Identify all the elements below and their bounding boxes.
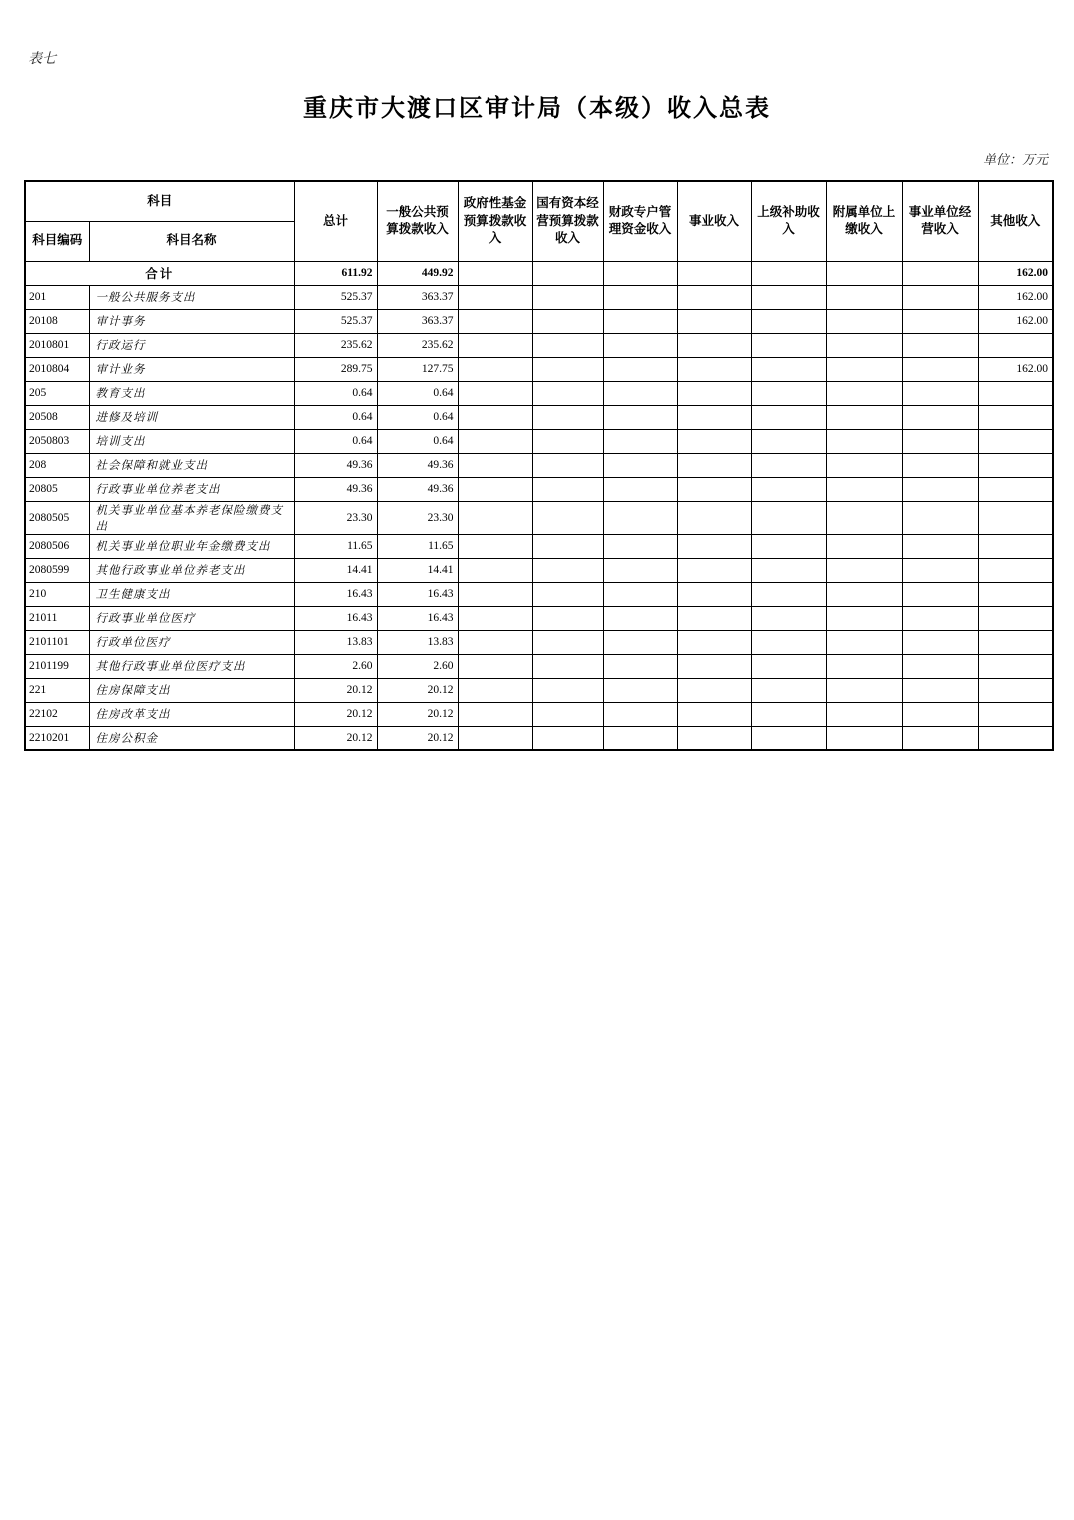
value-cell	[902, 381, 978, 405]
value-cell: 127.75	[377, 357, 458, 381]
value-cell	[751, 285, 826, 309]
value-cell	[677, 285, 751, 309]
value-cell	[458, 285, 532, 309]
column-header-0: 总计	[294, 181, 377, 261]
value-cell: 363.37	[377, 285, 458, 309]
subject-code-cell: 2210201	[25, 726, 89, 750]
value-cell	[458, 630, 532, 654]
value-cell	[978, 726, 1053, 750]
subject-name-cell: 住房公积金	[89, 726, 294, 750]
value-cell	[826, 477, 902, 501]
subject-name-cell: 审计业务	[89, 357, 294, 381]
subject-code-cell: 2050803	[25, 429, 89, 453]
value-cell: 13.83	[294, 630, 377, 654]
total-row	[25, 261, 1053, 285]
value-cell	[458, 453, 532, 477]
value-cell	[978, 453, 1053, 477]
value-cell	[532, 261, 603, 285]
subject-code-cell: 205	[25, 381, 89, 405]
value-cell: 0.64	[294, 381, 377, 405]
value-cell: 363.37	[377, 309, 458, 333]
header-subject-code: 科目编码	[25, 221, 89, 261]
value-cell	[902, 285, 978, 309]
value-cell: 20.12	[377, 678, 458, 702]
table-row	[25, 477, 1053, 501]
value-cell	[826, 333, 902, 357]
value-cell	[603, 309, 677, 333]
subject-code-cell: 2080599	[25, 558, 89, 582]
value-cell	[603, 405, 677, 429]
value-cell	[826, 405, 902, 429]
value-cell: 11.65	[294, 534, 377, 558]
value-cell: 0.64	[294, 405, 377, 429]
value-cell	[458, 333, 532, 357]
table-row	[25, 630, 1053, 654]
value-cell: 20.12	[377, 702, 458, 726]
subject-name-cell: 住房改革支出	[89, 702, 294, 726]
value-cell	[826, 558, 902, 582]
value-cell: 16.43	[377, 582, 458, 606]
value-cell	[902, 477, 978, 501]
value-cell	[751, 582, 826, 606]
value-cell: 449.92	[377, 261, 458, 285]
value-cell	[677, 702, 751, 726]
value-cell	[532, 582, 603, 606]
subject-name-cell: 行政运行	[89, 333, 294, 357]
subject-name-cell: 进修及培训	[89, 405, 294, 429]
value-cell	[751, 534, 826, 558]
value-cell	[826, 534, 902, 558]
value-cell	[978, 582, 1053, 606]
value-cell	[751, 381, 826, 405]
table-row	[25, 453, 1053, 477]
value-cell	[458, 534, 532, 558]
value-cell	[826, 654, 902, 678]
value-cell	[532, 501, 603, 534]
value-cell	[677, 726, 751, 750]
value-cell	[902, 501, 978, 534]
subject-code-cell: 221	[25, 678, 89, 702]
value-cell	[603, 429, 677, 453]
subject-name-cell: 社会保障和就业支出	[89, 453, 294, 477]
value-cell: 525.37	[294, 285, 377, 309]
value-cell	[603, 534, 677, 558]
value-cell	[532, 654, 603, 678]
value-cell	[532, 453, 603, 477]
header-subject-name: 科目名称	[89, 221, 294, 261]
subject-name-cell: 住房保障支出	[89, 678, 294, 702]
value-cell	[603, 558, 677, 582]
subject-name-cell: 培训支出	[89, 429, 294, 453]
value-cell: 49.36	[377, 453, 458, 477]
value-cell: 525.37	[294, 309, 377, 333]
value-cell	[826, 582, 902, 606]
value-cell	[902, 654, 978, 678]
subject-code-cell: 210	[25, 582, 89, 606]
value-cell: 49.36	[294, 477, 377, 501]
value-cell	[902, 582, 978, 606]
value-cell	[751, 261, 826, 285]
table-row	[25, 678, 1053, 702]
subject-name-cell: 行政单位医疗	[89, 630, 294, 654]
column-header-7: 附属单位上缴收入	[826, 181, 902, 261]
value-cell	[603, 678, 677, 702]
value-cell	[677, 501, 751, 534]
value-cell	[458, 261, 532, 285]
value-cell	[677, 309, 751, 333]
value-cell	[532, 285, 603, 309]
subject-code-cell: 20805	[25, 477, 89, 501]
value-cell	[677, 534, 751, 558]
value-cell	[978, 333, 1053, 357]
value-cell	[751, 429, 826, 453]
value-cell	[458, 477, 532, 501]
value-cell	[532, 678, 603, 702]
value-cell	[826, 381, 902, 405]
value-cell	[826, 630, 902, 654]
subject-code-cell: 2010801	[25, 333, 89, 357]
value-cell	[532, 357, 603, 381]
value-cell: 16.43	[377, 606, 458, 630]
value-cell: 2.60	[294, 654, 377, 678]
value-cell	[978, 654, 1053, 678]
column-header-3: 国有资本经营预算拨款收入	[532, 181, 603, 261]
value-cell	[677, 357, 751, 381]
value-cell	[826, 702, 902, 726]
value-cell	[603, 501, 677, 534]
value-cell: 162.00	[978, 309, 1053, 333]
income-summary-table	[24, 180, 1054, 751]
value-cell: 162.00	[978, 357, 1053, 381]
table-number-label: 表七	[28, 52, 56, 67]
value-cell	[458, 654, 532, 678]
value-cell	[978, 381, 1053, 405]
subject-code-cell: 208	[25, 453, 89, 477]
value-cell: 611.92	[294, 261, 377, 285]
value-cell	[902, 702, 978, 726]
column-header-8: 事业单位经营收入	[902, 181, 978, 261]
value-cell	[826, 261, 902, 285]
value-cell	[603, 285, 677, 309]
value-cell	[826, 429, 902, 453]
value-cell	[826, 357, 902, 381]
value-cell: 235.62	[377, 333, 458, 357]
value-cell	[902, 606, 978, 630]
value-cell	[902, 726, 978, 750]
value-cell	[458, 381, 532, 405]
subject-code-cell: 20508	[25, 405, 89, 429]
value-cell: 0.64	[377, 429, 458, 453]
subject-code-cell: 2101101	[25, 630, 89, 654]
column-header-1: 一般公共预算拨款收入	[377, 181, 458, 261]
subject-code-cell: 21011	[25, 606, 89, 630]
subject-name-cell: 其他行政事业单位养老支出	[89, 558, 294, 582]
value-cell	[458, 582, 532, 606]
value-cell: 0.64	[377, 381, 458, 405]
value-cell	[603, 357, 677, 381]
value-cell	[603, 333, 677, 357]
page-title: 重庆市大渡口区审计局（本级）收入总表	[303, 96, 771, 122]
subject-name-cell: 行政事业单位医疗	[89, 606, 294, 630]
value-cell: 289.75	[294, 357, 377, 381]
value-cell: 49.36	[377, 477, 458, 501]
value-cell	[603, 726, 677, 750]
value-cell	[751, 405, 826, 429]
value-cell	[902, 630, 978, 654]
value-cell	[532, 477, 603, 501]
value-cell	[677, 381, 751, 405]
table-row	[25, 582, 1053, 606]
value-cell	[978, 606, 1053, 630]
subject-name-cell: 教育支出	[89, 381, 294, 405]
table-row	[25, 534, 1053, 558]
column-header-6: 上级补助收入	[751, 181, 826, 261]
value-cell: 14.41	[377, 558, 458, 582]
value-cell	[603, 477, 677, 501]
value-cell: 23.30	[377, 501, 458, 534]
value-cell	[902, 309, 978, 333]
subject-code-cell: 20108	[25, 309, 89, 333]
value-cell	[677, 558, 751, 582]
value-cell	[458, 501, 532, 534]
value-cell	[677, 606, 751, 630]
value-cell	[603, 381, 677, 405]
value-cell	[677, 453, 751, 477]
value-cell	[677, 582, 751, 606]
subject-name-cell: 卫生健康支出	[89, 582, 294, 606]
value-cell	[978, 477, 1053, 501]
value-cell	[532, 726, 603, 750]
value-cell: 20.12	[294, 726, 377, 750]
value-cell	[458, 606, 532, 630]
table-row	[25, 405, 1053, 429]
value-cell	[603, 582, 677, 606]
value-cell: 0.64	[294, 429, 377, 453]
subject-code-cell: 2101199	[25, 654, 89, 678]
subject-name-cell: 行政事业单位养老支出	[89, 477, 294, 501]
value-cell	[902, 558, 978, 582]
value-cell	[751, 309, 826, 333]
table-row	[25, 285, 1053, 309]
value-cell	[751, 726, 826, 750]
table-row	[25, 606, 1053, 630]
value-cell	[677, 654, 751, 678]
value-cell	[677, 429, 751, 453]
value-cell	[978, 678, 1053, 702]
subject-name-cell: 机关事业单位职业年金缴费支出	[89, 534, 294, 558]
value-cell	[532, 606, 603, 630]
value-cell	[458, 405, 532, 429]
value-cell	[826, 501, 902, 534]
subject-code-cell: 201	[25, 285, 89, 309]
value-cell	[826, 453, 902, 477]
value-cell	[458, 309, 532, 333]
value-cell	[751, 477, 826, 501]
value-cell	[532, 381, 603, 405]
value-cell: 20.12	[294, 678, 377, 702]
value-cell	[458, 558, 532, 582]
table-row	[25, 309, 1053, 333]
value-cell	[532, 630, 603, 654]
value-cell	[677, 405, 751, 429]
value-cell	[751, 333, 826, 357]
column-header-9: 其他收入	[978, 181, 1053, 261]
value-cell	[978, 630, 1053, 654]
value-cell	[603, 630, 677, 654]
value-cell: 20.12	[294, 702, 377, 726]
value-cell	[902, 405, 978, 429]
table-row	[25, 357, 1053, 381]
total-row-label: 合计	[25, 261, 294, 285]
value-cell	[751, 678, 826, 702]
value-cell: 13.83	[377, 630, 458, 654]
value-cell	[751, 702, 826, 726]
value-cell	[603, 654, 677, 678]
value-cell	[978, 405, 1053, 429]
value-cell	[458, 357, 532, 381]
value-cell	[677, 678, 751, 702]
value-cell	[603, 453, 677, 477]
value-cell	[902, 453, 978, 477]
subject-name-cell: 一般公共服务支出	[89, 285, 294, 309]
table-row	[25, 702, 1053, 726]
column-header-2: 政府性基金预算拨款收入	[458, 181, 532, 261]
value-cell: 49.36	[294, 453, 377, 477]
value-cell	[902, 357, 978, 381]
subject-name-cell: 机关事业单位基本养老保险缴费支出	[89, 501, 294, 534]
value-cell	[532, 558, 603, 582]
value-cell: 16.43	[294, 582, 377, 606]
column-header-4: 财政专户管理资金收入	[603, 181, 677, 261]
value-cell	[751, 654, 826, 678]
value-cell	[603, 261, 677, 285]
value-cell	[458, 429, 532, 453]
value-cell	[902, 678, 978, 702]
value-cell	[532, 309, 603, 333]
value-cell: 23.30	[294, 501, 377, 534]
value-cell	[751, 630, 826, 654]
subject-name-cell: 审计事务	[89, 309, 294, 333]
value-cell	[978, 558, 1053, 582]
value-cell: 162.00	[978, 285, 1053, 309]
value-cell	[677, 630, 751, 654]
value-cell	[458, 726, 532, 750]
value-cell: 2.60	[377, 654, 458, 678]
value-cell	[978, 501, 1053, 534]
subject-code-cell: 22102	[25, 702, 89, 726]
subject-code-cell: 2080505	[25, 501, 89, 534]
value-cell	[902, 429, 978, 453]
value-cell	[978, 429, 1053, 453]
value-cell	[751, 453, 826, 477]
value-cell	[751, 357, 826, 381]
subject-code-cell: 2080506	[25, 534, 89, 558]
value-cell	[677, 261, 751, 285]
table-row	[25, 654, 1053, 678]
value-cell	[532, 333, 603, 357]
table-row	[25, 333, 1053, 357]
value-cell: 20.12	[377, 726, 458, 750]
subject-name-cell: 其他行政事业单位医疗支出	[89, 654, 294, 678]
subject-code-cell: 2010804	[25, 357, 89, 381]
table-row	[25, 558, 1053, 582]
value-cell	[458, 702, 532, 726]
value-cell: 235.62	[294, 333, 377, 357]
value-cell	[826, 678, 902, 702]
value-cell	[826, 726, 902, 750]
value-cell	[532, 429, 603, 453]
table-row	[25, 726, 1053, 750]
value-cell	[603, 606, 677, 630]
value-cell	[603, 702, 677, 726]
value-cell	[826, 606, 902, 630]
value-cell	[458, 678, 532, 702]
table-row	[25, 501, 1053, 534]
value-cell	[902, 261, 978, 285]
value-cell	[751, 606, 826, 630]
value-cell	[532, 405, 603, 429]
value-cell	[902, 534, 978, 558]
value-cell	[978, 702, 1053, 726]
column-header-5: 事业收入	[677, 181, 751, 261]
value-cell	[677, 477, 751, 501]
value-cell	[532, 534, 603, 558]
value-cell	[751, 558, 826, 582]
value-cell	[902, 333, 978, 357]
unit-note: 单位：万元	[982, 152, 1048, 167]
value-cell	[751, 501, 826, 534]
value-cell: 162.00	[978, 261, 1053, 285]
value-cell	[532, 702, 603, 726]
table-row	[25, 429, 1053, 453]
value-cell: 16.43	[294, 606, 377, 630]
value-cell	[978, 534, 1053, 558]
table-row	[25, 381, 1053, 405]
value-cell: 0.64	[377, 405, 458, 429]
value-cell	[826, 285, 902, 309]
header-subject-group: 科目	[25, 181, 294, 221]
value-cell	[826, 309, 902, 333]
value-cell: 14.41	[294, 558, 377, 582]
value-cell	[677, 333, 751, 357]
value-cell: 11.65	[377, 534, 458, 558]
